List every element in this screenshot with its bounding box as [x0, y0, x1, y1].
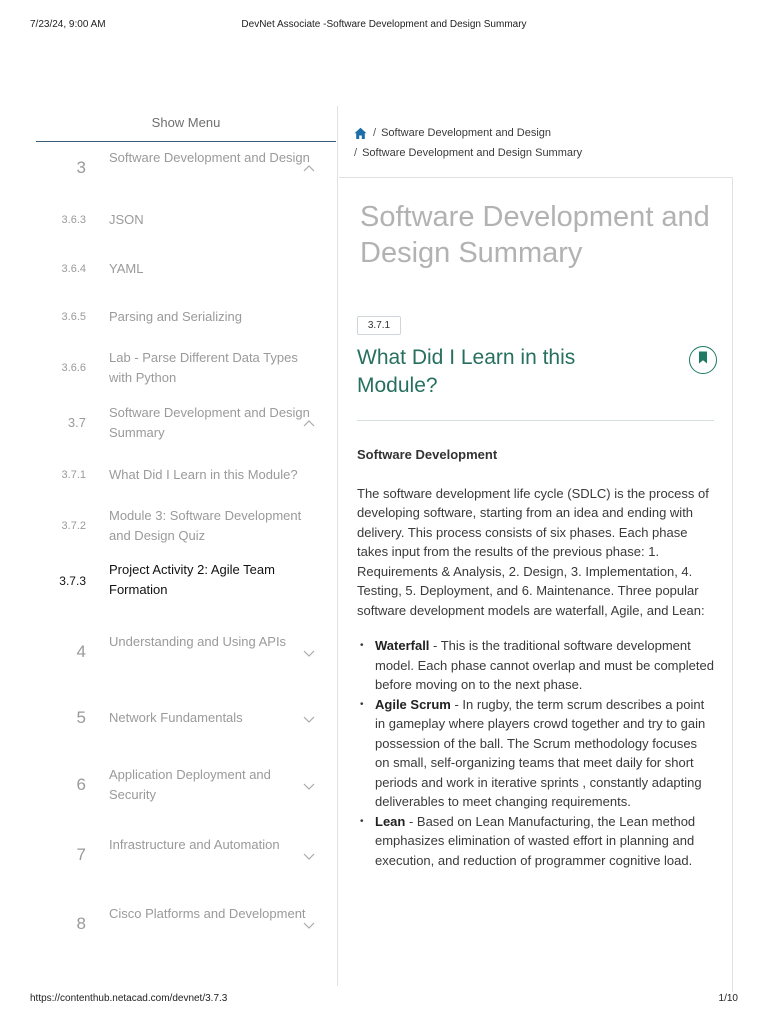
breadcrumb-row-2: [354, 143, 734, 163]
nav-item-number: 3.7.2: [61, 520, 86, 532]
nav-item-label: Lab - Parse Different Data Types with Python: [109, 350, 298, 385]
chevron-down-icon[interactable]: [302, 779, 316, 793]
chevron-down-icon[interactable]: [302, 918, 316, 932]
nav-item-3-7-3-current[interactable]: [36, 560, 336, 600]
course-sidebar: [36, 106, 336, 986]
nav-item-number: 3: [76, 158, 86, 177]
print-doc-title: DevNet Associate -Software Development and Design Summary: [241, 19, 527, 30]
breadcrumb-link-module[interactable]: Software Development and Design: [381, 126, 552, 139]
nav-item-number: 8: [76, 914, 86, 933]
chevron-down-icon[interactable]: [302, 646, 316, 660]
print-page-number: 1/10: [718, 993, 738, 1004]
breadcrumb: [354, 123, 734, 163]
show-menu-button[interactable]: Show Menu: [36, 106, 336, 142]
page-title: Software Development and Design Summary: [360, 201, 710, 269]
chevron-down-icon[interactable]: [302, 849, 316, 863]
print-url: https://contenthub.netacad.com/devnet/3.7.3: [30, 993, 228, 1004]
sidebar-divider: [337, 106, 338, 986]
nav-item-number: 5: [76, 708, 86, 727]
list-item-text: - In rugby, the term scrum describes a point in gameplay where players crowd together and try to gain possession of the ball. The Scrum methodology focuses on small, self-organizing teams that meet daily for short periods and work in iterative sprints , constantly adapting deliverables to meet changing requirements.: [375, 696, 706, 809]
nav-item-number: 6: [76, 775, 86, 794]
nav-item-label: Understanding and Using APIs: [109, 634, 287, 649]
breadcrumb-separator: /: [354, 146, 358, 159]
bookmark-icon: [697, 351, 709, 369]
print-header: [30, 19, 738, 33]
nav-item-label: Infrastructure and Automation: [109, 837, 280, 852]
nav-item-number: 3.6.6: [61, 362, 86, 374]
list-item-lean: [357, 812, 714, 871]
topic-number-badge: 3.7.1: [357, 316, 401, 335]
nav-item-label: Project Activity 2: Agile Team Formation: [109, 562, 275, 597]
nav-item-module-3[interactable]: [36, 148, 336, 188]
model-list: [357, 636, 714, 870]
nav-item-label: Application Deployment and Security: [109, 767, 271, 802]
chevron-up-icon[interactable]: [302, 162, 316, 176]
nav-item-3-6-4[interactable]: [36, 259, 336, 279]
nav-item-label: What Did I Learn in this Module?: [109, 467, 298, 482]
nav-item-label: Software Development and Design: [109, 150, 310, 165]
bookmark-button[interactable]: [689, 346, 717, 374]
nav-item-3-6-5[interactable]: [36, 307, 336, 327]
nav-item-module-6[interactable]: [36, 765, 336, 805]
chevron-down-icon[interactable]: [302, 712, 316, 726]
chevron-up-icon[interactable]: [302, 417, 316, 431]
nav-item-number: 3.6.5: [61, 311, 86, 323]
breadcrumb-separator: /: [373, 126, 377, 139]
nav-item-3-6-6[interactable]: [36, 348, 336, 388]
intro-paragraph: The software development life cycle (SDLC) is the process of developing software, starting from an idea and ending with delivery. This process consists of six phases. Each phase takes input from the results of the previous phase: 1. Requirements & Analysis, 2. Design, 3. Implementation, 4. Testing, 5. Deployment, and 6. Maintenance. Three popular software development models are waterfall, Agile, and Lean:: [357, 485, 709, 618]
nav-item-label: Module 3: Software Development and Design Quiz: [109, 508, 302, 543]
breadcrumb-link-summary[interactable]: Software Development and Design Summary: [362, 146, 583, 159]
nav-item-label: YAML: [109, 261, 144, 276]
section-divider: [357, 420, 714, 421]
nav-item-3-7-2[interactable]: [36, 506, 336, 546]
list-item-term: Agile Scrum: [375, 696, 451, 712]
nav-item-number: 3.7.1: [61, 469, 86, 481]
nav-item-number: 3.7: [67, 415, 86, 430]
nav-item-module-4[interactable]: [36, 632, 336, 672]
nav-item-3-7-1[interactable]: [36, 465, 336, 485]
nav-item-module-7[interactable]: [36, 835, 336, 875]
nav-item-label: Software Development and Design Summary: [109, 405, 310, 440]
nav-item-label: Cisco Platforms and Development: [109, 906, 306, 921]
nav-item-module-5[interactable]: [36, 708, 336, 728]
list-item-agile-scrum: [357, 695, 714, 812]
nav-item-module-8[interactable]: [36, 904, 336, 944]
nav-item-label: JSON: [109, 212, 144, 227]
nav-item-label: Network Fundamentals: [109, 710, 243, 725]
print-datetime: 7/23/24, 9:00 AM: [30, 19, 106, 30]
nav-item-number: 3.6.3: [61, 214, 86, 226]
list-item-term: Lean: [375, 813, 406, 829]
list-item-term: Waterfall: [375, 638, 430, 653]
nav-item-label: Parsing and Serializing: [109, 309, 242, 324]
subheading: Software Development: [357, 447, 498, 462]
list-item-waterfall: [357, 636, 714, 695]
list-item-text: - Based on Lean Manufacturing, the Lean method emphasizes elimination of wasted effort in planning and execution, and reduction of programmer cognitive load.: [375, 813, 696, 868]
nav-item-number: 4: [76, 642, 86, 661]
breadcrumb-row-1: [354, 123, 734, 143]
nav-item-number: 7: [76, 845, 86, 864]
nav-item-3-6-3[interactable]: [36, 210, 336, 230]
list-item-text: - This is the traditional software development model. Each phase cannot overlap and must be completed before moving on to the next phase.: [375, 638, 714, 692]
section-title: What Did I Learn in this Module?: [357, 346, 576, 397]
print-footer: [30, 993, 738, 1007]
section-body: [357, 445, 714, 870]
nav-item-number: 3.6.4: [61, 263, 86, 275]
home-icon[interactable]: [354, 127, 367, 140]
nav-item-3-7[interactable]: [36, 403, 336, 443]
nav-item-number: 3.7.3: [59, 574, 86, 588]
